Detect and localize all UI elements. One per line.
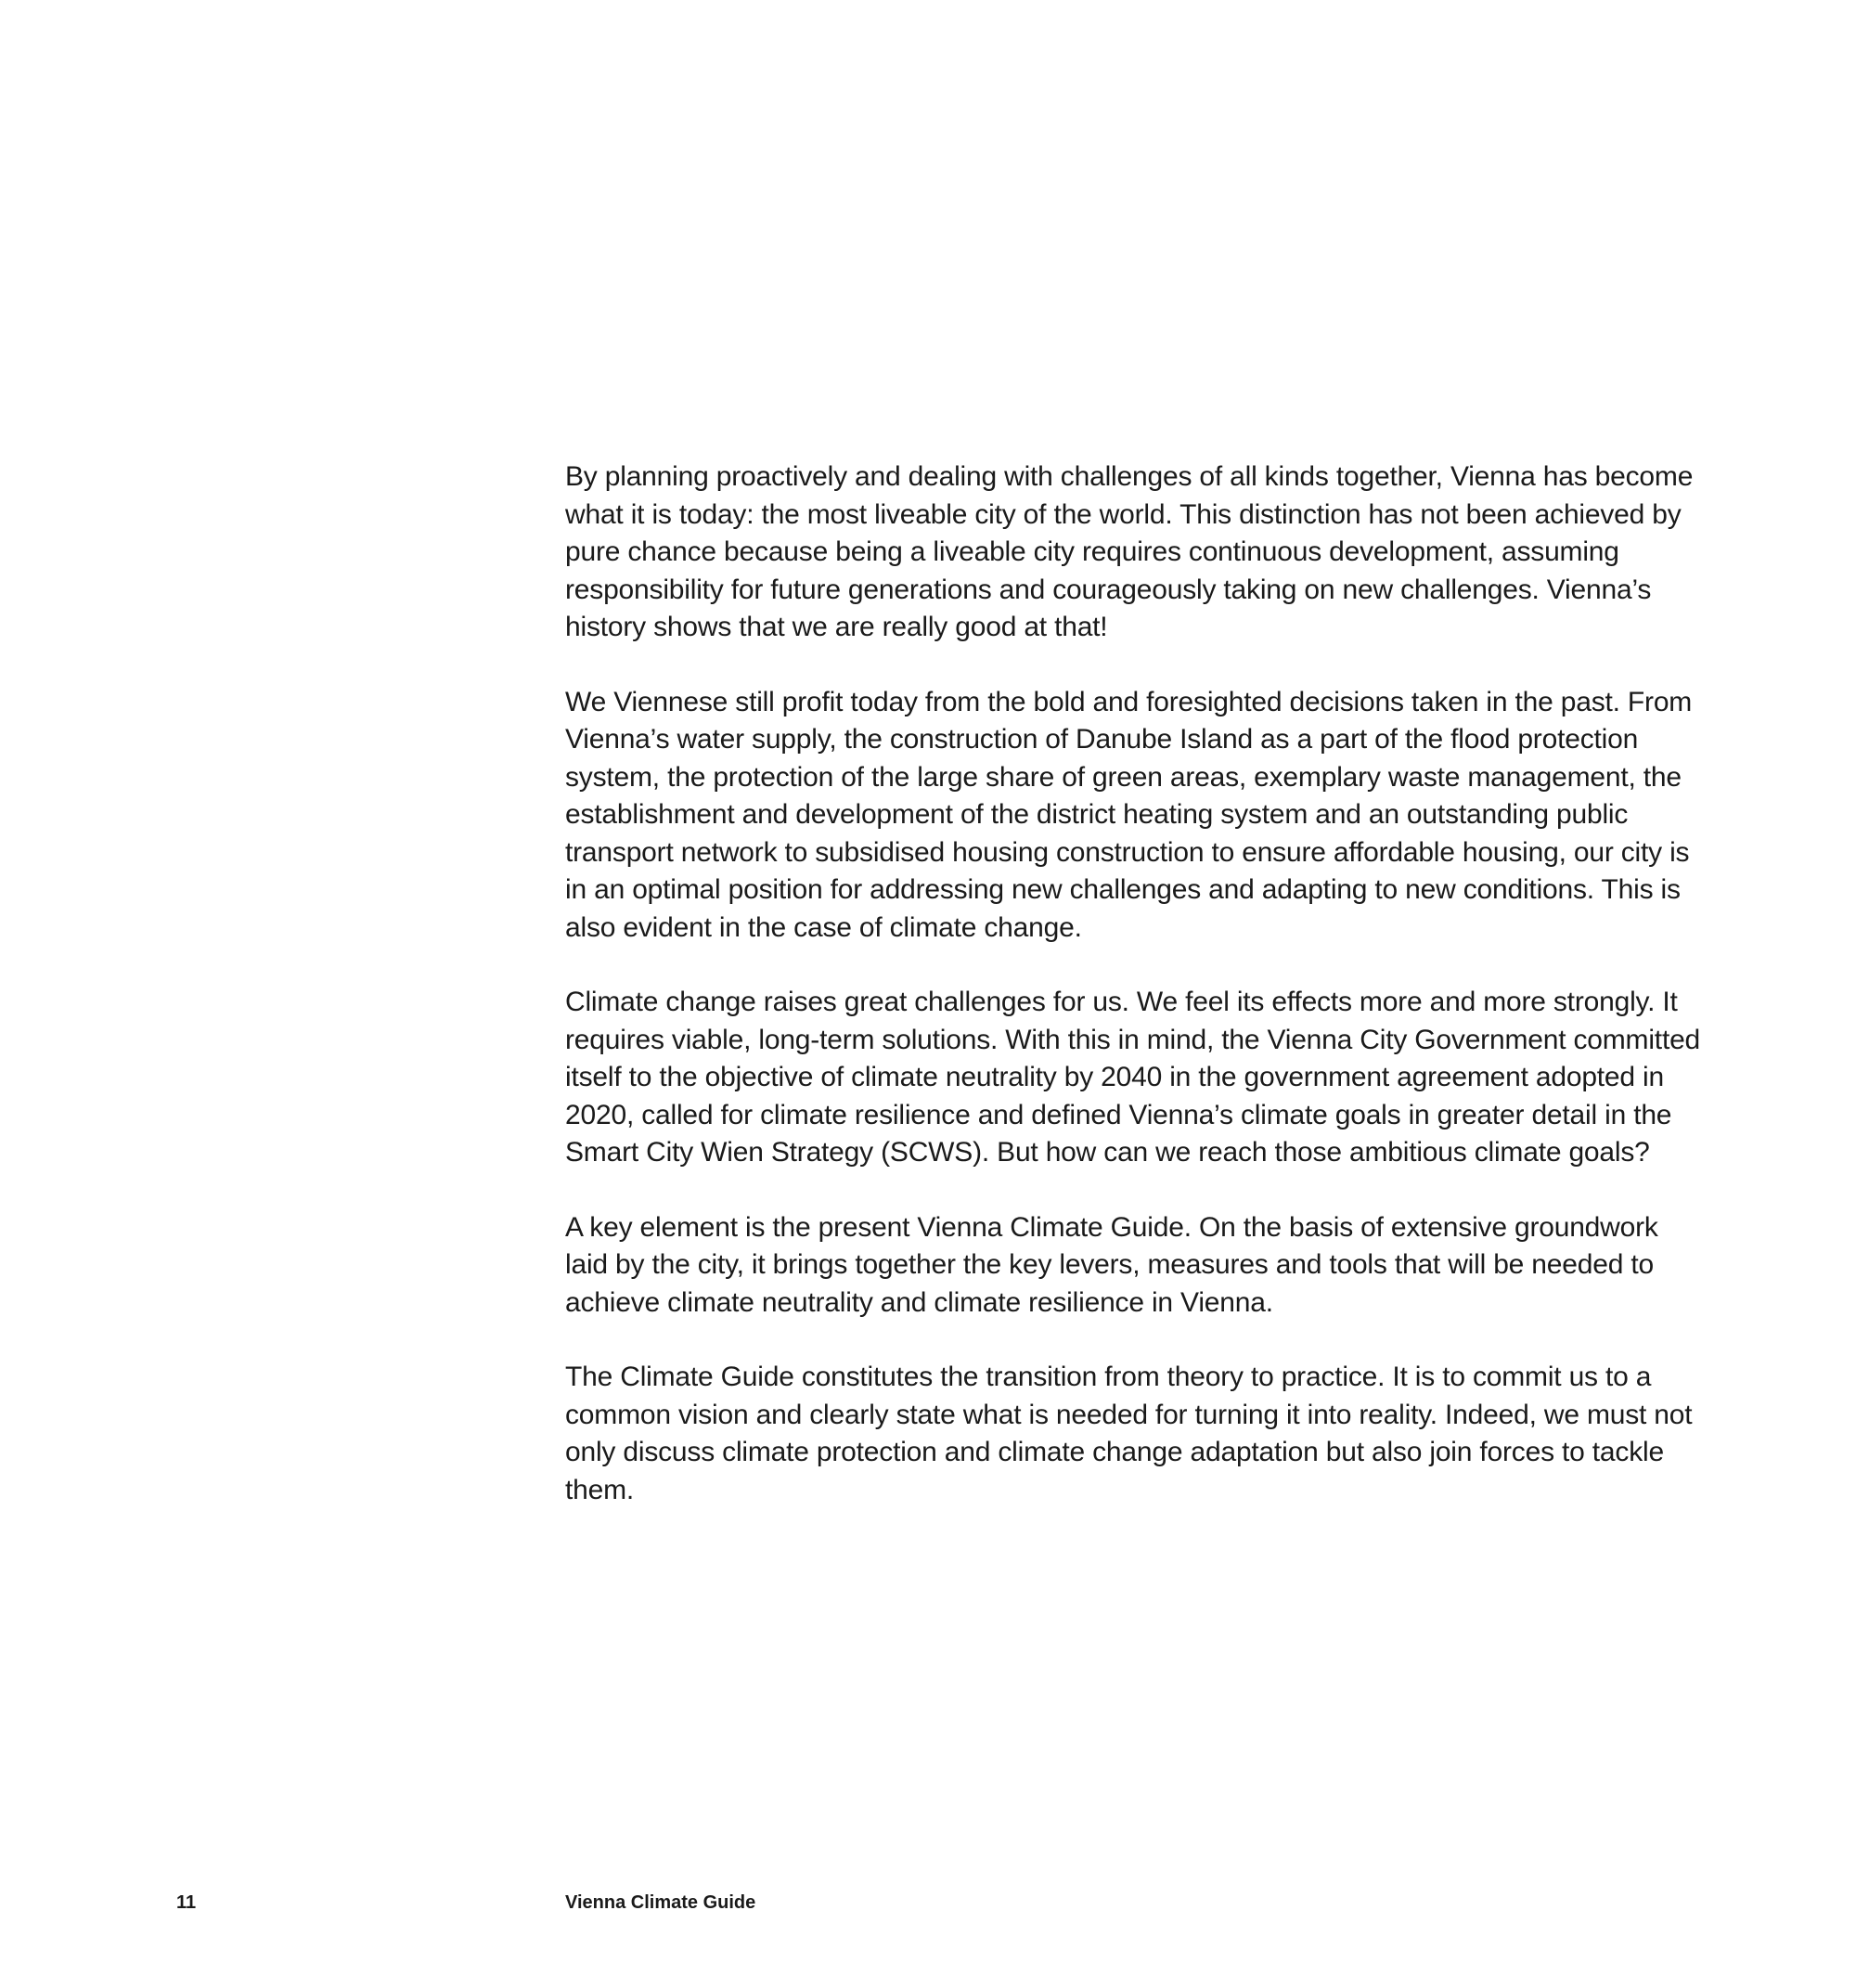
paragraph-history: We Viennese still profit today from the bold and foresighted decisions taken in the past. From Vienna’s water supply, the construction of Danube Island as a part of the flood protection system, the protection of the large share of green areas, exemplary waste management, the establishment and development of the district heating system and an outstanding public transport network to subsidised housing construction to ensure affordable housing, our city is in an optimal position for addressing new challenges and adapting to new conditions. This is also evident in the case of climate change.: [565, 686, 1693, 943]
paragraph-intro: By planning proactively and dealing with challenges of all kinds together, Vienna has become what it is today: the most liveable city of the world. This distinction has not been achieved by pure chance because being a liveable city requires continuous development, assuming responsibility for future generations and courageously taking on new challenges. Vienna’s history shows that we are really good at that!: [565, 461, 1694, 642]
paragraph-transition: The Climate Guide constitutes the transition from theory to practice. It is to commit us to a common vision and clearly state what is needed for turning it into reality. Indeed, we must not only discuss climate protection and climate change adaptation but also join forces to tackle them.: [565, 1362, 1693, 1505]
footer-title: Vienna Climate Guide: [565, 1892, 756, 1913]
paragraph-climate-guide: A key element is the present Vienna Climate Guide. On the basis of extensive groundwork laid by the city, it brings together the key levers, measures and tools that will be needed to achieve climate neutrality and climate resilience in Vienna.: [565, 1211, 1658, 1318]
paragraph-climate-change: Climate change raises great challenges for us. We feel its effects more and more strongly. It requires viable, long-term solutions. With this in mind, the Vienna City Government committed itself to the objective of climate neutrality by 2040 in the government agreement adopted in 2020, called for climate resilience and defined Vienna’s climate goals in greater detail in the Smart City Wien Strategy (SCWS). But how can we reach those ambitious climate goals?: [565, 987, 1701, 1168]
body-text: [565, 458, 1707, 1546]
page-number: 11: [176, 1892, 197, 1913]
